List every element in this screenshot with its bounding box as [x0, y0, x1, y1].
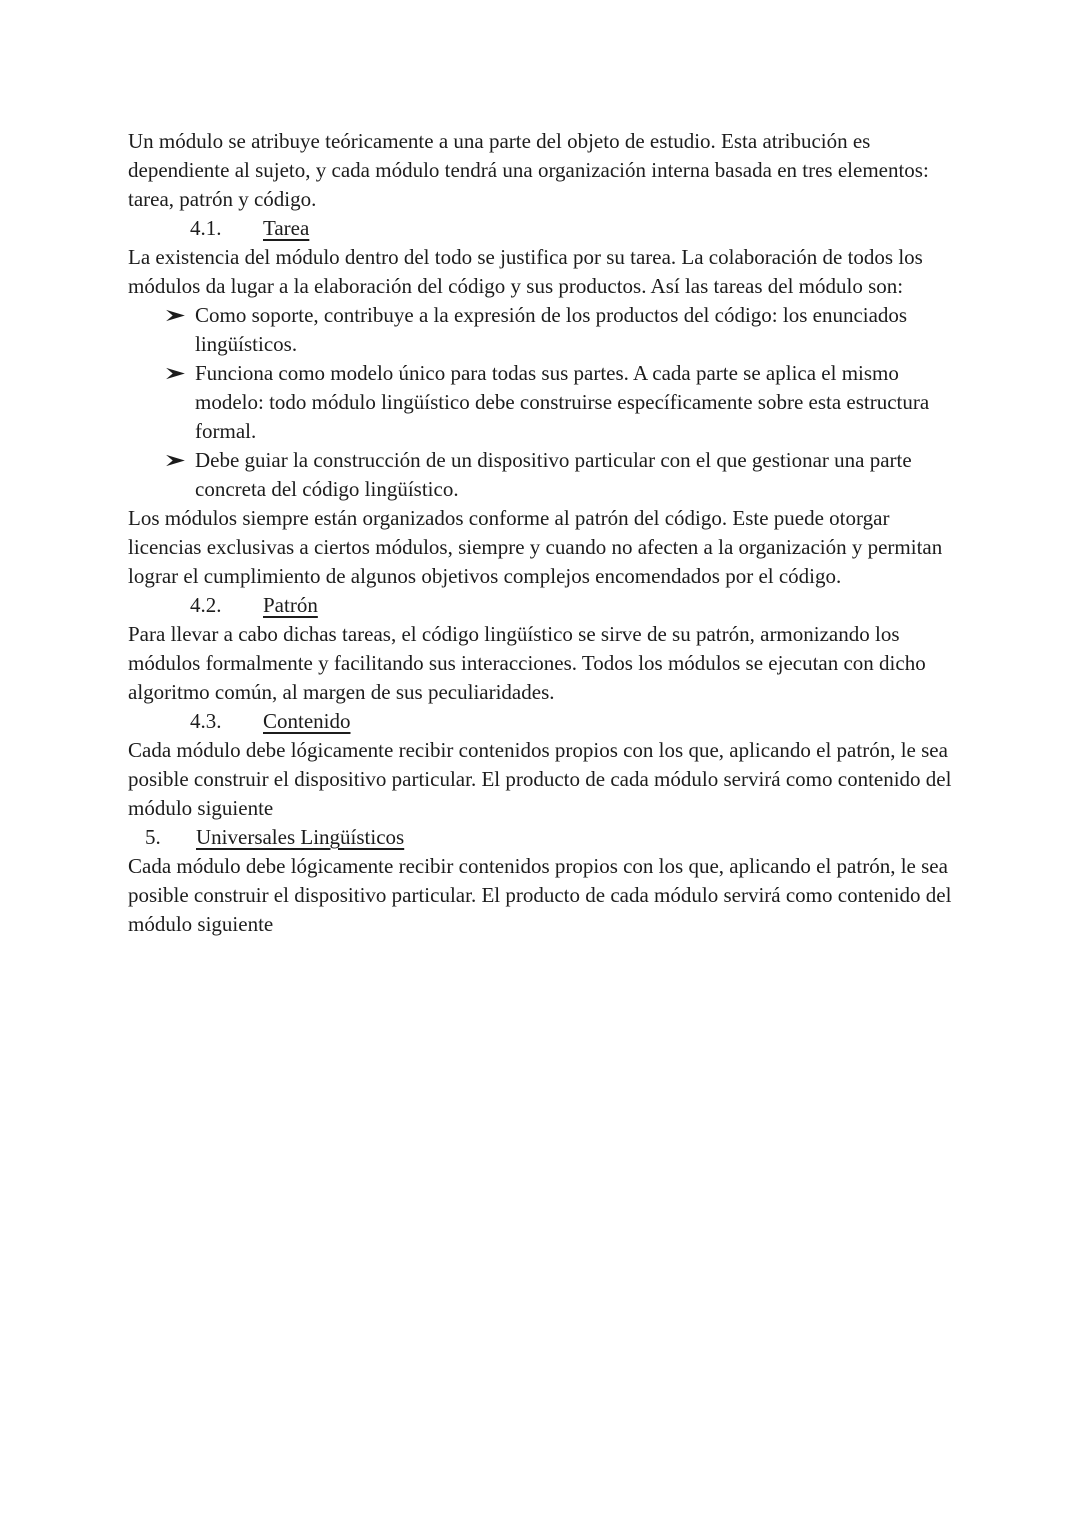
- heading-title: Contenido: [263, 709, 351, 733]
- section-heading-5: [128, 823, 954, 852]
- intro-paragraph: Un módulo se atribuye teóricamente a una parte del objeto de estudio. Esta atribución es dependiente al sujeto, y cada módulo tendrá una organización interna basada en tres elementos: tarea, patrón y código.: [128, 129, 929, 211]
- section-4-1-closing-paragraph: Los módulos siempre están organizados conforme al patrón del código. Este puede otorgar licencias exclusivas a ciertos módulos, siempre y cuando no afecten a la organización y permitan lograr el cumplimiento de algunos objetivos complejos encomendados por el código.: [128, 506, 943, 588]
- section-5-paragraph: Cada módulo debe lógicamente recibir contenidos propios con los que, aplicando el patrón, le sea posible construir el dispositivo particular. El producto de cada módulo servirá como contenido del módulo siguiente: [128, 854, 952, 936]
- bullet-list: [128, 301, 954, 504]
- bullet-arrowhead-icon: [164, 453, 187, 468]
- heading-title: Tarea: [263, 216, 310, 240]
- bullet-arrowhead-icon: [164, 366, 187, 381]
- section-heading-4-1: [128, 214, 954, 243]
- bullet-text: Debe guiar la construcción de un dispositivo particular con el que gestionar una parte concreta del código lingüístico.: [195, 448, 912, 501]
- section-4-1-lead-paragraph: La existencia del módulo dentro del todo se justifica por su tarea. La colaboración de todos los módulos da lugar a la elaboración del código y sus productos. Así las tareas del módulo son:: [128, 245, 923, 298]
- heading-title: Universales Lingüísticos: [196, 825, 405, 849]
- heading-number: 4.3.: [190, 709, 222, 733]
- heading-title: Patrón: [263, 593, 318, 617]
- heading-number: 4.1.: [190, 216, 222, 240]
- bullet-arrowhead-icon: [164, 308, 187, 323]
- bullet-item: [128, 446, 954, 504]
- bullet-item: [128, 301, 954, 359]
- section-heading-4-3: [128, 707, 954, 736]
- bullet-text: Como soporte, contribuye a la expresión de los productos del código: los enunciados lingüísticos.: [195, 303, 908, 356]
- bullet-text: Funciona como modelo único para todas sus partes. A cada parte se aplica el mismo modelo: todo módulo lingüístico debe construirse específicamente sobre esta estructura formal.: [195, 361, 930, 443]
- bullet-item: [128, 359, 954, 446]
- section-4-3-paragraph: Cada módulo debe lógicamente recibir contenidos propios con los que, aplicando el patrón, le sea posible construir el dispositivo particular. El producto de cada módulo servirá como contenido del módulo siguiente: [128, 738, 952, 820]
- section-heading-4-2: [128, 591, 954, 620]
- document-content: [128, 127, 954, 939]
- heading-number: 4.2.: [190, 593, 222, 617]
- heading-number: 5.: [145, 825, 161, 849]
- section-4-2-paragraph: Para llevar a cabo dichas tareas, el código lingüístico se sirve de su patrón, armonizando los módulos formalmente y facilitando sus interacciones. Todos los módulos se ejecutan con dicho algoritmo común, al margen de sus peculiaridades.: [128, 622, 926, 704]
